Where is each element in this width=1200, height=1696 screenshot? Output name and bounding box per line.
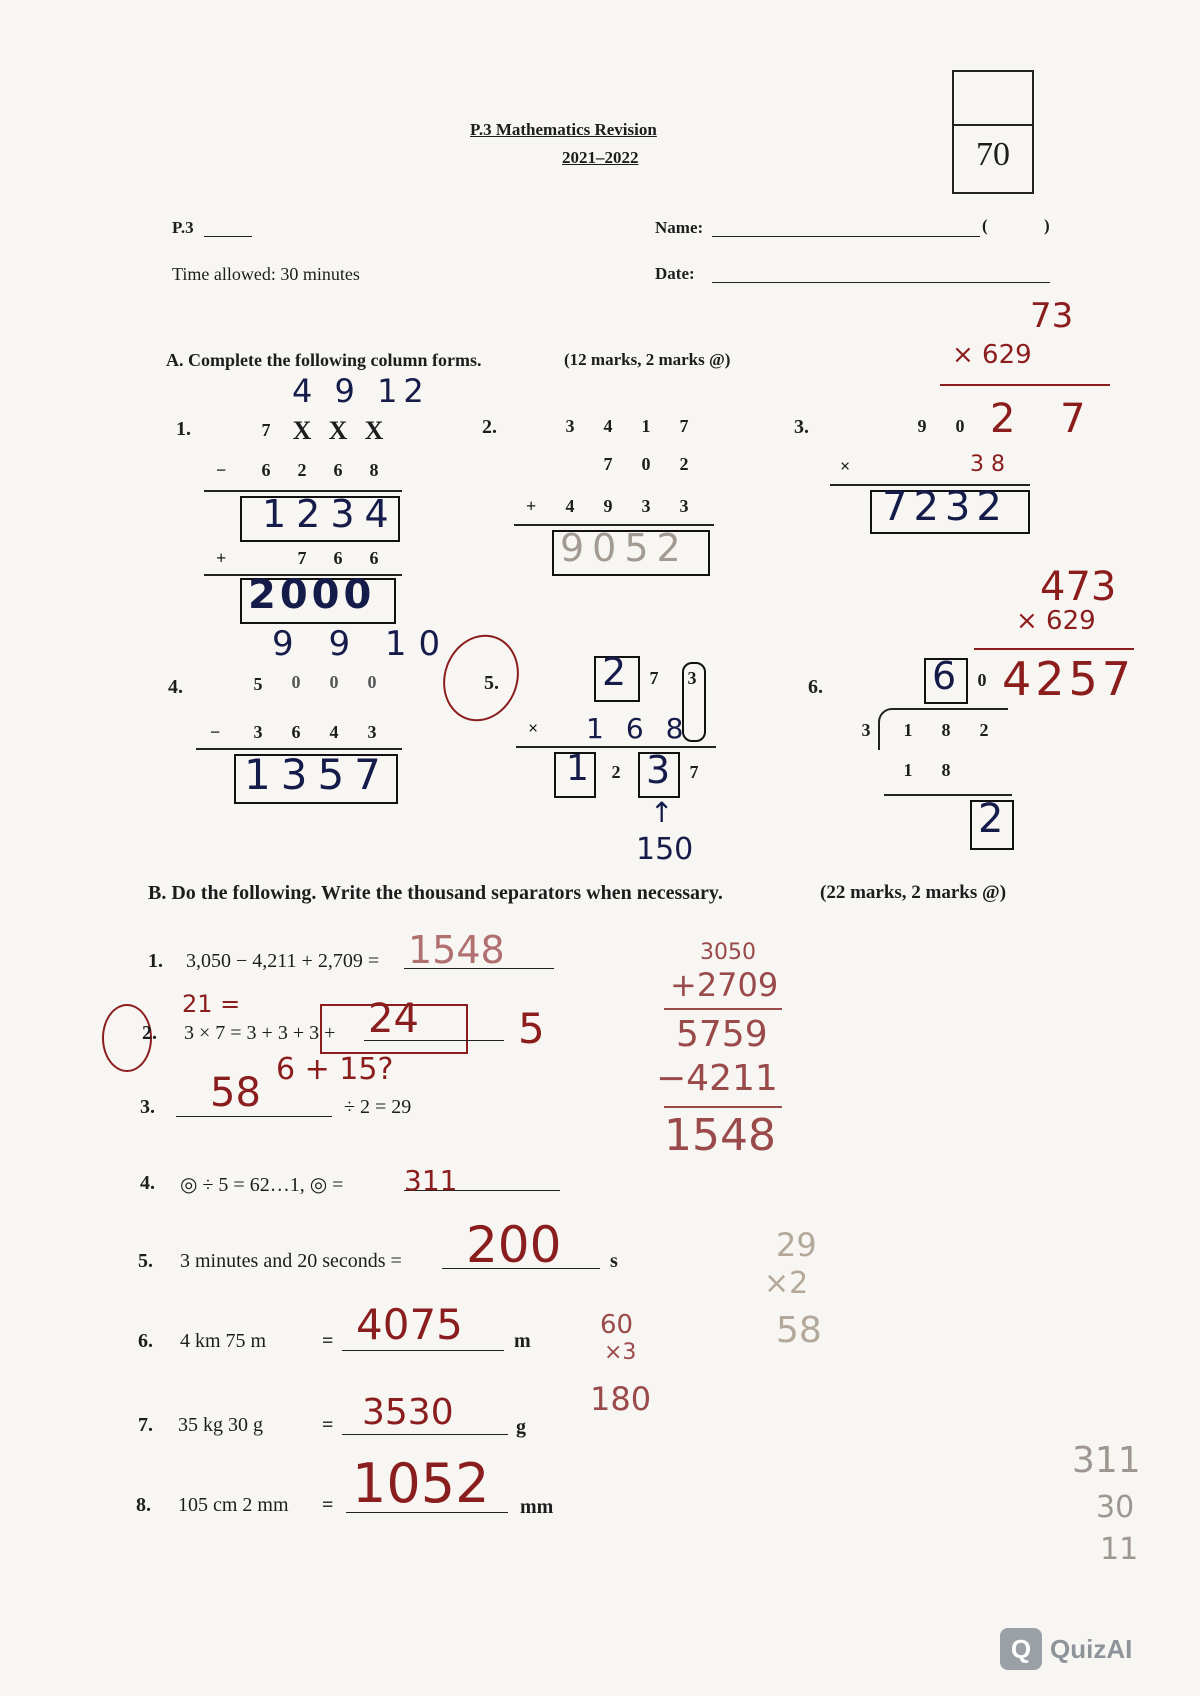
quizai-logo-icon: Q: [1000, 1628, 1042, 1670]
b8-number: 8.: [136, 1494, 151, 1516]
b8-answer: 1052: [352, 1452, 490, 1515]
min-calc-1: 60: [600, 1310, 634, 1340]
b5-answer: 200: [466, 1216, 562, 1274]
plus-sign: +: [526, 496, 537, 516]
a1-number: 1.: [176, 418, 191, 440]
a3-carry: 3 8: [970, 452, 1005, 477]
a5-rule: [516, 746, 716, 748]
a1-top-digit: X: [364, 416, 384, 445]
a6-quotient-digit: 0: [977, 670, 987, 690]
side-calc-rule: [664, 1008, 782, 1010]
a2-number: 2.: [482, 416, 497, 438]
b6-unit: m: [514, 1330, 531, 1352]
b3-number: 3.: [140, 1096, 155, 1118]
min-calc-2: ×3: [604, 1340, 637, 1365]
faint-div-1: 311: [1072, 1440, 1141, 1481]
b7-equals: =: [322, 1414, 334, 1436]
quizai-logo: [1000, 1628, 1132, 1670]
a2-digit: 3: [565, 416, 575, 436]
times-sign: ×: [840, 456, 851, 476]
b2-mark: 5: [518, 1004, 545, 1053]
a3-digit: 0: [955, 416, 965, 436]
class-label: P.3: [172, 218, 194, 237]
time-allowed: Time allowed: 30 minutes: [172, 264, 360, 284]
a5-result-last: 7: [689, 762, 699, 782]
side-work-rule-2: [974, 648, 1134, 650]
b7-answer: 3530: [362, 1392, 454, 1433]
a4-digit: 4: [329, 722, 339, 742]
faint-div-3: 11: [1100, 1532, 1139, 1567]
side-calc-5: 1548: [664, 1110, 776, 1161]
a4-digit: 0: [291, 672, 301, 692]
score-box: [952, 70, 1034, 194]
a5-digit: 1: [586, 712, 626, 745]
side-work-e: × 629: [952, 340, 1032, 370]
b8-unit: mm: [520, 1496, 554, 1518]
a1-add-digit: 6: [369, 548, 379, 568]
side-calc-3: 5759: [676, 1014, 768, 1055]
side-calc-1: 3050: [700, 940, 756, 965]
a1-carry: 4 9 12: [292, 372, 430, 410]
a2-digit: 4: [603, 416, 613, 436]
a1-top-digit: 7: [261, 420, 271, 440]
a6-quotient: 6: [932, 654, 957, 698]
a6-sub-digit: 8: [941, 760, 951, 780]
a2-digit: 7: [679, 416, 689, 436]
b2-side-note: 21 =: [182, 990, 241, 1018]
plus-sign: +: [216, 548, 227, 568]
a5-digit: 6: [625, 712, 666, 745]
b7-number: 7.: [138, 1414, 153, 1436]
faint-calc-1: 29: [776, 1226, 817, 1264]
faint-calc-3: 58: [776, 1310, 822, 1351]
a4-digit: 3: [367, 722, 377, 742]
a2-digit: 3: [679, 496, 689, 516]
a3-handwritten-top: 2 7: [990, 396, 1102, 442]
class-number-close: ): [1044, 216, 1050, 235]
a4-digit: 5: [253, 674, 263, 694]
quizai-logo-text: QuizAI: [1050, 1633, 1133, 1664]
a1-check: 2000: [248, 572, 376, 618]
side-calc-4: −4211: [656, 1058, 778, 1099]
a6-sub-digit: 1: [903, 760, 913, 780]
a2-digit: 1: [641, 416, 651, 436]
a5-result-2: 3: [646, 748, 671, 792]
a4-answer: 1357: [244, 750, 391, 799]
a1-top-digit: X: [328, 416, 348, 445]
class-line: [204, 236, 252, 237]
b7-question: 35 kg 30 g: [178, 1414, 263, 1436]
a1-sub-digit: 2: [297, 460, 307, 480]
a6-dividend-digit: 8: [941, 720, 951, 740]
b2-side-note-2: 6 + 15?: [276, 1052, 394, 1087]
b8-question: 105 cm 2 mm: [178, 1494, 289, 1516]
side-work-b: × 629: [1016, 606, 1096, 636]
a2-answer: 9052: [560, 526, 689, 570]
a1-sub-digit: 8: [369, 460, 379, 480]
b1-answer: 1548: [408, 928, 505, 972]
date-label: Date:: [655, 264, 695, 283]
b8-equals: =: [322, 1494, 334, 1516]
b7-answer-line: [342, 1434, 508, 1435]
class-number-open: (: [982, 216, 988, 235]
a3-digit: 9: [917, 416, 927, 436]
b1-question: 3,050 − 4,211 + 2,709 =: [186, 950, 380, 972]
a5-digit: 3: [687, 668, 697, 688]
b4-question: ◎ ÷ 5 = 62…1, ◎ =: [180, 1174, 344, 1196]
section-a-marks: (12 marks, 2 marks @): [564, 350, 731, 369]
b2-number: 2.: [142, 1022, 157, 1044]
b6-number: 6.: [138, 1330, 153, 1352]
b4-number: 4.: [140, 1172, 155, 1194]
a5-digit: 7: [649, 668, 659, 688]
section-b-marks: (22 marks, 2 marks @): [820, 882, 1007, 903]
min-calc-3: 180: [590, 1380, 652, 1418]
a4-digit: 6: [291, 722, 301, 742]
a3-number: 3.: [794, 416, 809, 438]
date-line: [712, 282, 1050, 283]
a1-sub-digit: 6: [261, 460, 271, 480]
a5-result-1: 1: [566, 748, 589, 789]
b5-number: 5.: [138, 1250, 153, 1272]
a4-number: 4.: [168, 676, 183, 698]
a6-remainder: 2: [978, 796, 1004, 842]
b7-unit: g: [516, 1416, 526, 1438]
b6-answer-line: [342, 1350, 504, 1351]
side-calc-rule-2: [664, 1106, 782, 1108]
b3-answer-line: [176, 1116, 332, 1117]
a4-digit: 0: [329, 672, 339, 692]
a6-dividend-digit: 1: [903, 720, 913, 740]
faint-div-2: 30: [1096, 1490, 1135, 1525]
name-label: Name:: [655, 218, 704, 237]
b6-question: 4 km 75 m: [180, 1330, 267, 1352]
a1-add-digit: 6: [333, 548, 343, 568]
b4-answer: 311: [404, 1164, 458, 1197]
side-work-c: 4257: [1002, 652, 1136, 706]
a5-row2: [586, 712, 705, 745]
a5-number: 5.: [484, 672, 499, 694]
times-sign: ×: [528, 718, 539, 738]
b6-answer: 4075: [356, 1300, 463, 1349]
a1-top-digit: X: [292, 416, 312, 445]
side-work-d: 73: [1030, 296, 1074, 336]
b5-question: 3 minutes and 20 seconds =: [180, 1250, 402, 1272]
a5-digit: 8: [665, 712, 706, 745]
arrow-up-icon: ↑: [650, 796, 674, 829]
section-a-heading: A. Complete the following column forms.: [166, 350, 482, 370]
a2-digit: 4: [565, 496, 575, 516]
a2-digit: 2: [679, 454, 689, 474]
a2-digit: 0: [641, 454, 651, 474]
a1-add-digit: 7: [297, 548, 307, 568]
side-calc-2: +2709: [670, 966, 779, 1004]
b3-answer: 58: [210, 1070, 261, 1116]
name-line: [712, 236, 980, 237]
a5-handwritten: 150: [636, 832, 694, 867]
a4-carry: 9 9 10: [272, 624, 453, 664]
a6-number: 6.: [808, 676, 823, 698]
a1-answer: 1234: [262, 492, 399, 536]
a1-sub-digit: 6: [333, 460, 343, 480]
side-work-rule: [940, 384, 1110, 386]
a6-dividend-digit: 2: [979, 720, 989, 740]
a2-digit: 3: [641, 496, 651, 516]
score-value: 70: [976, 136, 1010, 173]
a5-row1-box-value: 2: [602, 650, 627, 694]
minus-sign: −: [210, 722, 221, 742]
b5-unit: s: [610, 1250, 618, 1272]
b2-answer: 24: [368, 996, 419, 1042]
a3-answer: 7232: [882, 484, 1008, 530]
a4-digit: 0: [367, 672, 377, 692]
worksheet-year: 2021–2022: [562, 148, 639, 167]
a4-digit: 3: [253, 722, 263, 742]
worksheet-title: P.3 Mathematics Revision: [470, 120, 657, 139]
b2-question: 3 × 7 = 3 + 3 + 3 +: [184, 1022, 336, 1044]
section-b-heading: B. Do the following. Write the thousand separators when necessary.: [148, 882, 723, 904]
a5-result-mid: 2: [611, 762, 621, 782]
side-work-a: 473: [1040, 564, 1117, 610]
a6-divisor: 3: [861, 720, 871, 740]
b1-number: 1.: [148, 950, 163, 972]
a2-digit: 9: [603, 496, 613, 516]
minus-sign: −: [216, 460, 227, 480]
b3-question: ÷ 2 = 29: [344, 1096, 412, 1118]
b6-equals: =: [322, 1330, 334, 1352]
a2-digit: 7: [603, 454, 613, 474]
faint-calc-2: ×2: [764, 1266, 809, 1301]
